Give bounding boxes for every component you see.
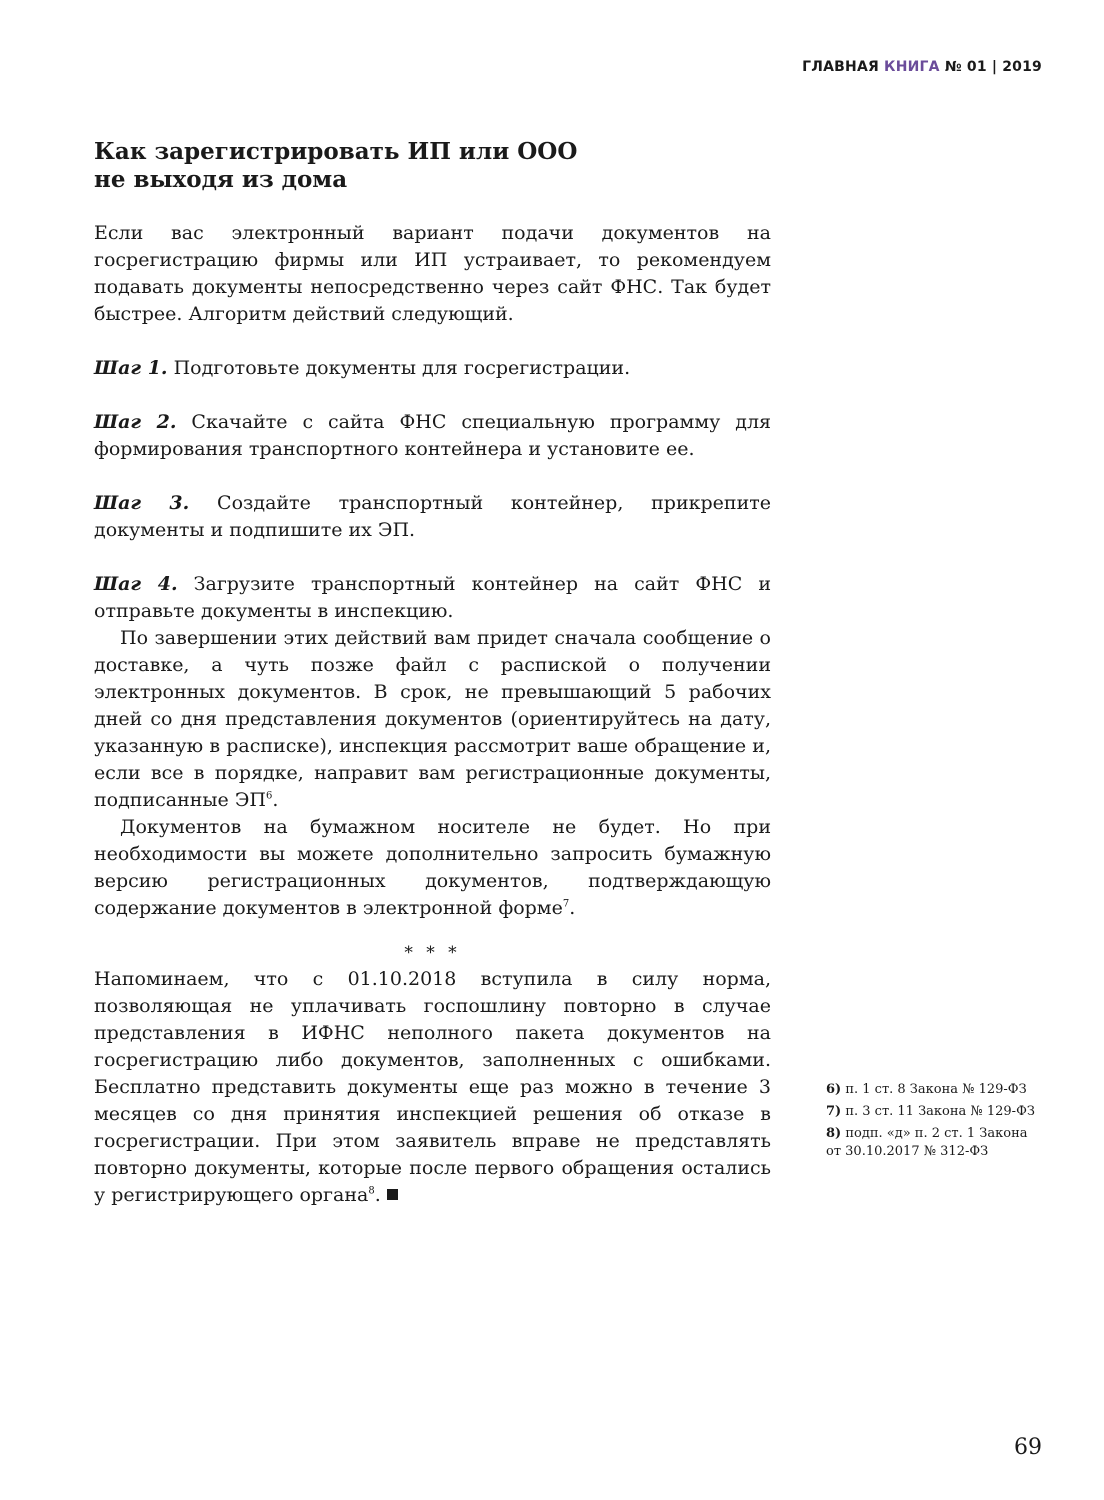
step-3-label: Шаг 3. [94, 492, 190, 514]
footnote-7 [826, 1103, 1046, 1121]
footnote-7-number: 7) [826, 1104, 842, 1119]
body-paragraph-3 [94, 966, 771, 1209]
body-paragraph-2 [94, 814, 771, 922]
footnote-8-text: подп. «д» п. 2 ст. 1 Закона от 30.10.2017 № 312-ФЗ [826, 1126, 1028, 1159]
section-separator: * * * [404, 943, 461, 963]
footnote-6-text: п. 1 ст. 8 Закона № 129-ФЗ [841, 1082, 1027, 1097]
article-title-line-2: не выходя из дома [94, 166, 348, 193]
article-title [94, 138, 771, 194]
body-paragraph-3-text: Напоминаем, что с 01.10.2018 вступила в силу норма, позволяющая не уплачивать госпошлину повторно в случае представления в ИФНС неполного пакета документов на госрегистрацию либо документов, заполненных с ошибками. Бесплатно представить документы еще раз можно в течение 3 месяцев со дня принятия инспекцией решения об отказе в госрегистрации. При этом заявитель вправе не представлять повторно документы, которые после первого обращения остались у регистрирующего органа [94, 968, 771, 1206]
footnote-6-number: 6) [826, 1082, 842, 1097]
step-3 [94, 490, 771, 544]
running-header [802, 59, 1042, 75]
step-2-text: Скачайте с сайта ФНС специальную программу для формирования транспортного контейнера и установите ее. [94, 411, 771, 460]
step-4-label: Шаг 4. [94, 573, 178, 595]
step-1-text: Подготовьте документы для госрегистрации. [167, 357, 631, 379]
step-1 [94, 355, 771, 382]
page-number: 69 [1014, 1435, 1042, 1460]
header-title: ГЛАВНАЯ [802, 59, 879, 75]
footnote-ref-8: 8 [368, 1185, 375, 1197]
article-body [94, 138, 771, 1209]
footnote-7-text: п. 3 ст. 11 Закона № 129-ФЗ [841, 1104, 1035, 1119]
body-paragraph-2-end: . [569, 897, 576, 919]
end-of-article-square-icon [387, 1189, 398, 1200]
body-paragraph-1-text: По завершении этих действий вам придет сначала сообщение о доставке, а чуть позже файл с распиской о получении электронных документов. В срок, не превышающий 5 рабочих дней со дня представления документов (ориентируйтесь на дату, указанную в расписке), инспекция рассмотрит ваше обращение и, если все в порядке, направит вам регистрационные документы, подписанные ЭП [94, 627, 771, 811]
step-1-label: Шаг 1. [94, 357, 168, 379]
article-title-line-1: Как зарегистрировать ИП или ООО [94, 138, 578, 165]
body-paragraph-2-text: Документов на бумажном носителе не будет. Но при необходимости вы можете дополнительно запросить бумажную версию регистрационных документов, подтверждающую содержание документов в электронной форме [94, 816, 771, 919]
header-title-accent: КНИГА [884, 59, 940, 75]
step-4 [94, 571, 771, 625]
footnote-ref-6: 6 [265, 790, 273, 802]
intro-paragraph: Если вас электронный вариант подачи документов на госрегистрацию фирмы или ИП устраивает, то рекомендуем подавать документы непосредственно через сайт ФНС. Так будет быстрее. Алгоритм действий следующий. [94, 222, 771, 325]
footnote-8 [826, 1125, 1046, 1161]
body-paragraph-3-end: . [374, 1184, 381, 1206]
step-2-label: Шаг 2. [94, 411, 177, 433]
footnote-8-number: 8) [826, 1126, 842, 1141]
header-issue: № 01 | 2019 [944, 59, 1042, 75]
footnote-ref-7: 7 [562, 898, 570, 910]
step-2 [94, 409, 771, 463]
step-4-text: Загрузите транспортный контейнер на сайт ФНС и отправьте документы в инспекцию. [94, 573, 771, 622]
body-paragraph-1-end: . [272, 789, 279, 811]
footnotes [826, 1081, 1046, 1165]
body-paragraph-1 [94, 625, 771, 814]
footnote-6 [826, 1081, 1046, 1099]
step-3-text: Создайте транспортный контейнер, прикрепите документы и подпишите их ЭП. [94, 492, 771, 541]
